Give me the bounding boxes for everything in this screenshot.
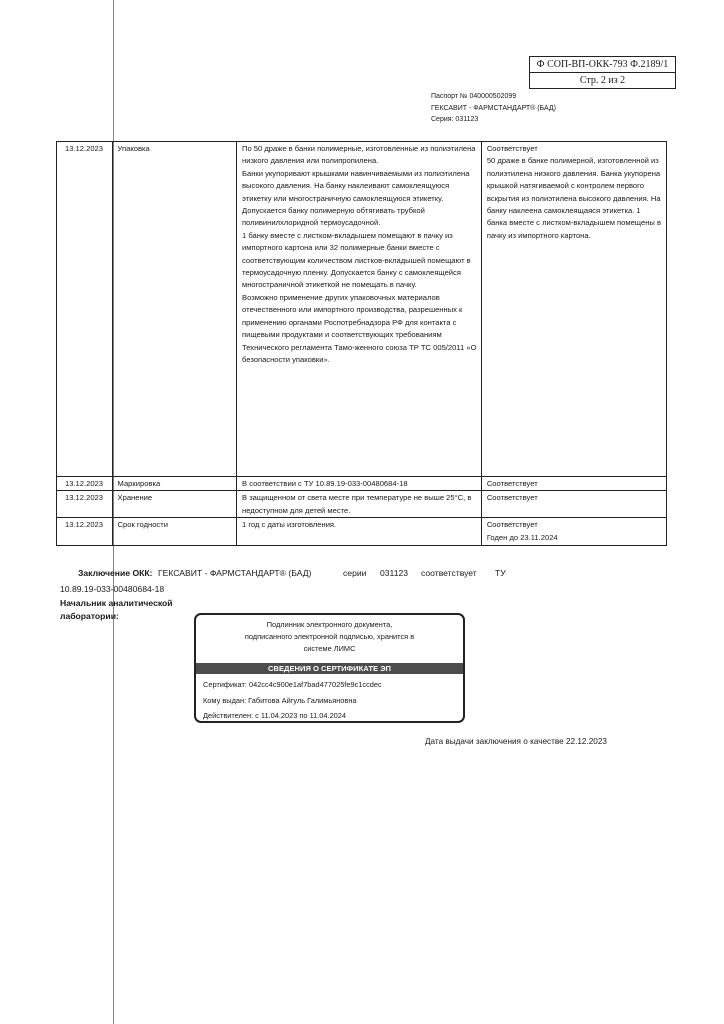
requirement-text: 1 год с даты изготовления.	[242, 520, 337, 530]
passport-header	[431, 91, 556, 126]
row-result	[481, 477, 666, 491]
table-row	[57, 477, 667, 491]
head-of-lab-label-cont: лаборатории:	[60, 611, 119, 621]
document-code-box	[529, 56, 676, 89]
issue-date: Дата выдачи заключения о качестве 22.12.2023	[425, 737, 607, 746]
requirement-text: Банки укупоривают крышками навинчиваемыми из полиэтилена высокого давления. На банку наклеивают самоклеящуюся этикетку или многостраничную самоклеящуюся этикетку.	[242, 168, 470, 203]
stamp-text: Подлинник электронного документа,	[266, 620, 393, 629]
result-text: Соответствует	[486, 479, 538, 488]
passport-product: ГЕКСАВИТ - ФАРМСТАНДАРТ® (БАД)	[431, 104, 556, 112]
certificate-validity: Действителен: с 11.04.2023 по 11.04.2024	[203, 711, 347, 720]
result-text: 50 драже в банке полимерной, изготовленной из полиэтилена низкого давления. Банка укупорена крышкой натягиваемой с контролем первого вскрытия из полиэтилена высокого давления. На банку наклеена самоклеящаяся этикетка. 1 банка вместе с листком-вкладышем помещены в пачку из импортного картона.	[486, 156, 661, 240]
row-result	[481, 142, 666, 477]
page-number: Стр. 2 из 2	[530, 72, 675, 88]
conclusion-verb: соответствует	[421, 568, 477, 578]
conclusion-tu: ТУ	[495, 568, 506, 578]
row-parameter: Хранение	[112, 491, 236, 518]
row-date: 13.12.2023	[57, 142, 113, 477]
requirement-text: 1 банку вместе с листком-вкладышем помещают в пачку из импортного картона или 32 полимерные банки вместе с соответствующим количеством листков-вкладышей помещают в термоусадочную пленку. Допускается банку с самоклеящейся многостраничной этикеткой не помещать в пачку.	[242, 230, 471, 290]
row-parameter: Маркировка	[112, 477, 236, 491]
row-requirement	[237, 491, 482, 518]
requirement-text: Возможно применение других упаковочных материалов отечественного или импортного производства, разрешенных к применению органами Роспотребнадзора РФ для контакта с пищевыми продуктами и соответствующих требованиям Технического регламента Тамо-женного союза ТР ТС 005/2011 «О безопасности упаковки».	[242, 292, 477, 364]
certificate-serial: Сертификат: 042cc4c900e1af7bad477025fe9c1ccdec	[203, 680, 382, 689]
row-result	[481, 518, 666, 546]
table-row	[57, 142, 667, 477]
row-result	[481, 491, 666, 518]
stamp-text: системе ЛИМС	[303, 644, 356, 653]
row-parameter: Срок годности	[112, 518, 236, 546]
conclusion-series: 031123	[380, 568, 409, 578]
requirement-text: Допускается банку полимерную обтягивать трубкой поливинилхлоридной термоусадочной.	[242, 206, 425, 228]
stamp-text: подписанного электронной подписью, хранится в	[244, 632, 415, 641]
test-results-table	[56, 141, 667, 546]
row-requirement	[237, 142, 482, 477]
table-row	[57, 518, 667, 546]
head-of-lab-label: Начальник аналитической	[60, 598, 173, 608]
result-text: Соответствует	[486, 144, 538, 153]
document-code: Ф СОП-ВП-ОКК-793 Ф.2189/1	[536, 59, 669, 70]
row-date: 13.12.2023	[57, 518, 113, 546]
result-text: Соответствует	[486, 493, 538, 503]
conclusion-series-word: серии	[343, 568, 367, 578]
requirement-text: По 50 драже в банки полимерные, изготовленные из полиэтилена низкого давления или полипропилена.	[242, 144, 476, 166]
row-parameter: Упаковка	[112, 142, 236, 477]
requirement-text: В защищенном от света месте при температуре не выше 25°С, в недоступном для детей месте.	[242, 493, 472, 515]
row-requirement	[237, 518, 482, 546]
passport-number: Паспорт № 040000502099	[431, 93, 517, 100]
certificate-header-bar: СВЕДЕНИЯ О СЕРТИФИКАТЕ ЭП	[196, 663, 463, 674]
result-text: Соответствует	[486, 520, 538, 530]
requirement-text: В соответствии с ТУ 10.89.19-033-00480684-18	[242, 479, 408, 488]
conclusion-label: Заключение ОКК:	[78, 568, 153, 578]
result-text: Годен до 23.11.2024	[486, 532, 558, 542]
row-date: 13.12.2023	[57, 477, 113, 491]
table-row	[57, 491, 667, 518]
electronic-signature-stamp	[194, 613, 465, 723]
certificate-owner: Кому выдан: Габитова Айгуль Галимьяновна	[203, 695, 357, 705]
row-requirement	[237, 477, 482, 491]
passport-series: Серия: 031123	[431, 116, 479, 123]
row-date: 13.12.2023	[57, 491, 113, 518]
conclusion-tu-number: 10.89.19-033-00480684-18	[60, 584, 165, 594]
conclusion-product: ГЕКСАВИТ - ФАРМСТАНДАРТ® (БАД)	[158, 568, 312, 578]
